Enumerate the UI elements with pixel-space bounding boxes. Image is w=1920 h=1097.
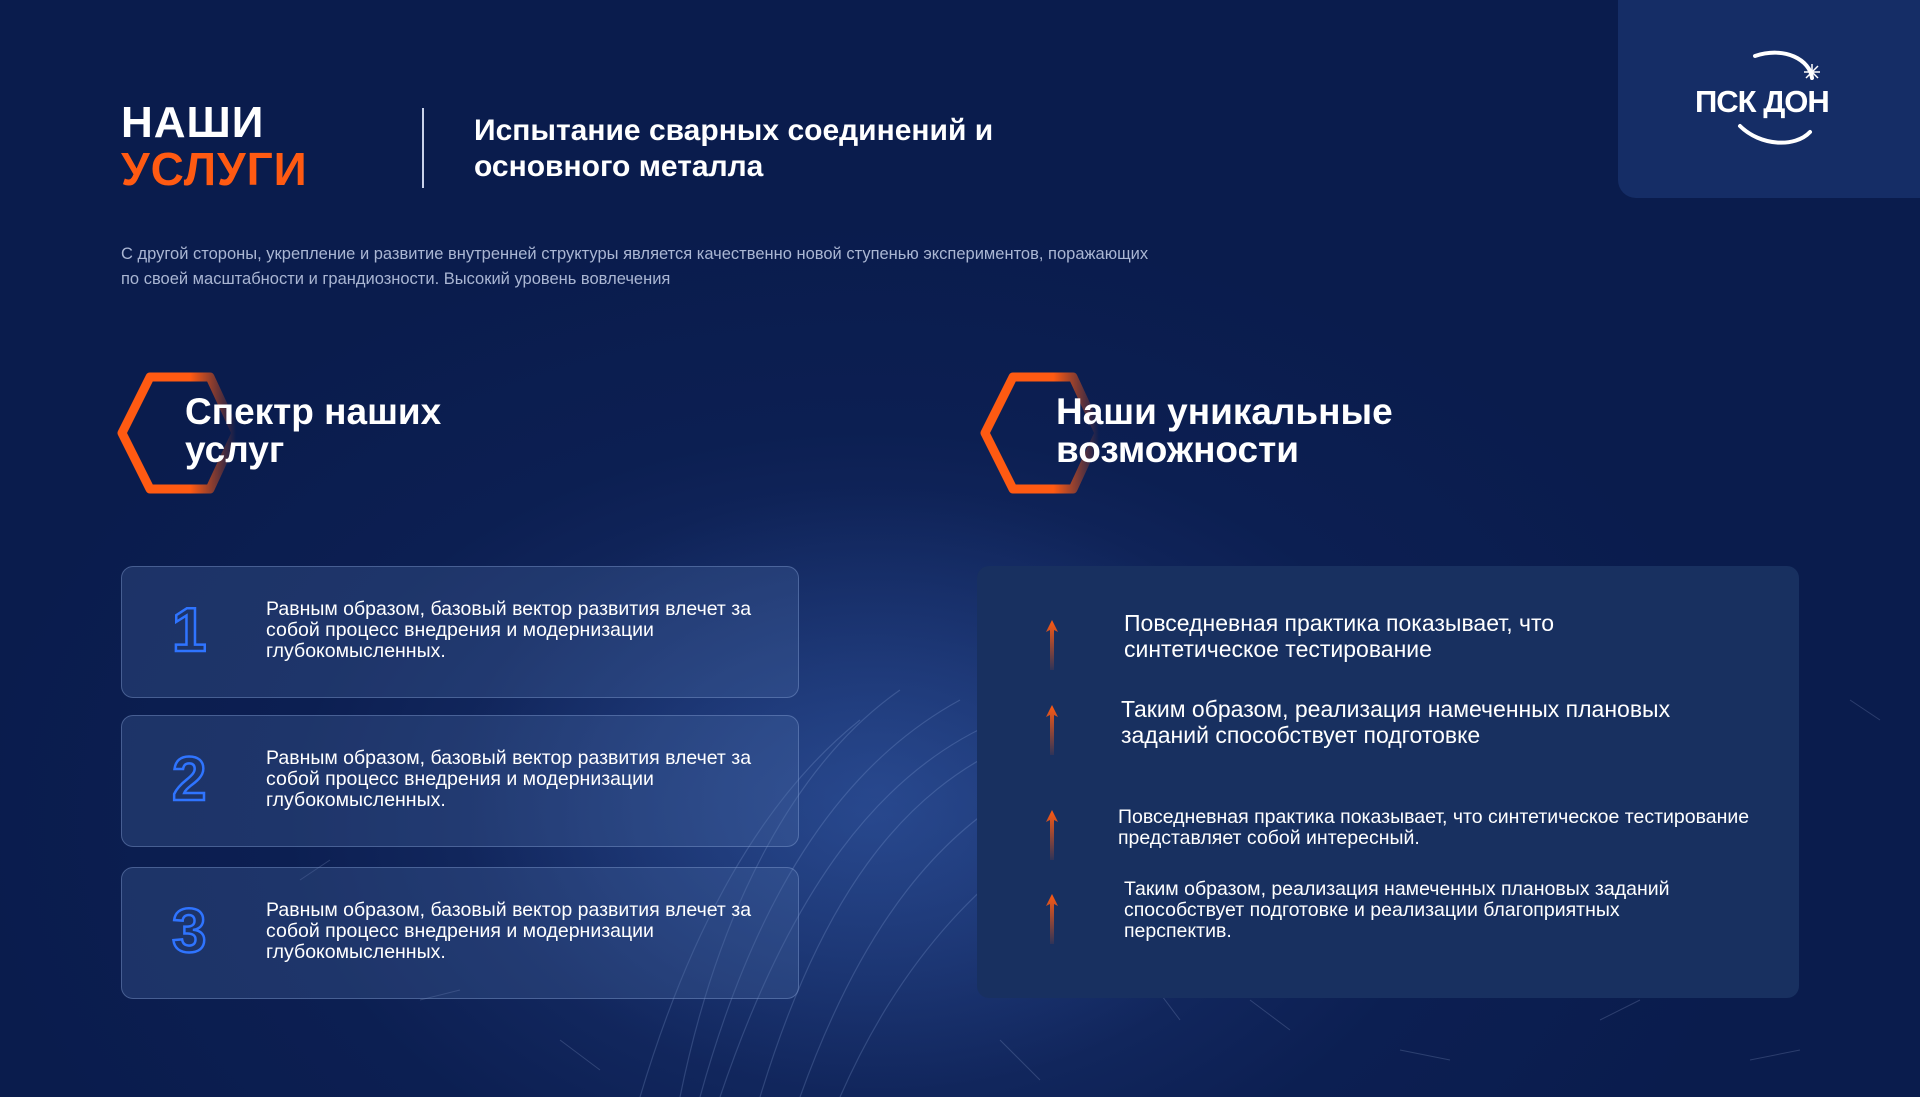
capabilities-heading: Наши уникальные возможности [1056,391,1393,470]
arrow-up-icon [1045,892,1059,944]
service-number: 1 [172,596,207,665]
capability-text: Повседневная практика показывает, что синтетическое тестирование [1124,610,1555,662]
title-line-2: УСЛУГИ [121,143,308,195]
page-title [121,98,308,195]
service-card-2 [121,715,799,847]
capability-text: Повседневная практика показывает, что синтетическое тестирование представляет собой интересный. [1118,806,1750,849]
service-number: 3 [172,897,207,966]
arrow-up-icon [1045,703,1059,755]
services-heading: Спектр наших услуг [185,391,442,470]
service-number: 2 [172,745,207,814]
arrow-up-icon [1045,808,1059,860]
capability-text: Таким образом, реализация намеченных плановых заданий способствует подготовке [1121,696,1671,748]
logo-text: ПСК ДОН [1695,84,1829,119]
page-subtitle: Испытание сварных соединений и основного металла [474,114,994,183]
service-text: Равным образом, базовый вектор развития влечет за собой процесс внедрения и модернизации глубокомысленных. [266,598,752,662]
capability-text: Таким образом, реализация намеченных плановых заданий способствует подготовке и реализации благоприятных перспектив. [1124,878,1670,942]
service-card-1 [121,566,799,698]
arrow-up-icon [1045,618,1059,670]
title-divider [422,108,424,188]
service-card-3 [121,867,799,999]
service-text: Равным образом, базовый вектор развития влечет за собой процесс внедрения и модернизации глубокомысленных. [266,899,752,963]
service-text: Равным образом, базовый вектор развития влечет за собой процесс внедрения и модернизации глубокомысленных. [266,747,752,811]
title-line-1: НАШИ [121,98,265,147]
intro-text: С другой стороны, укрепление и развитие внутренней структуры является качественно новой ступенью экспериментов, поражающих по своей масштабности и грандиозности. Высокий уровень вовлечения [121,245,1149,288]
